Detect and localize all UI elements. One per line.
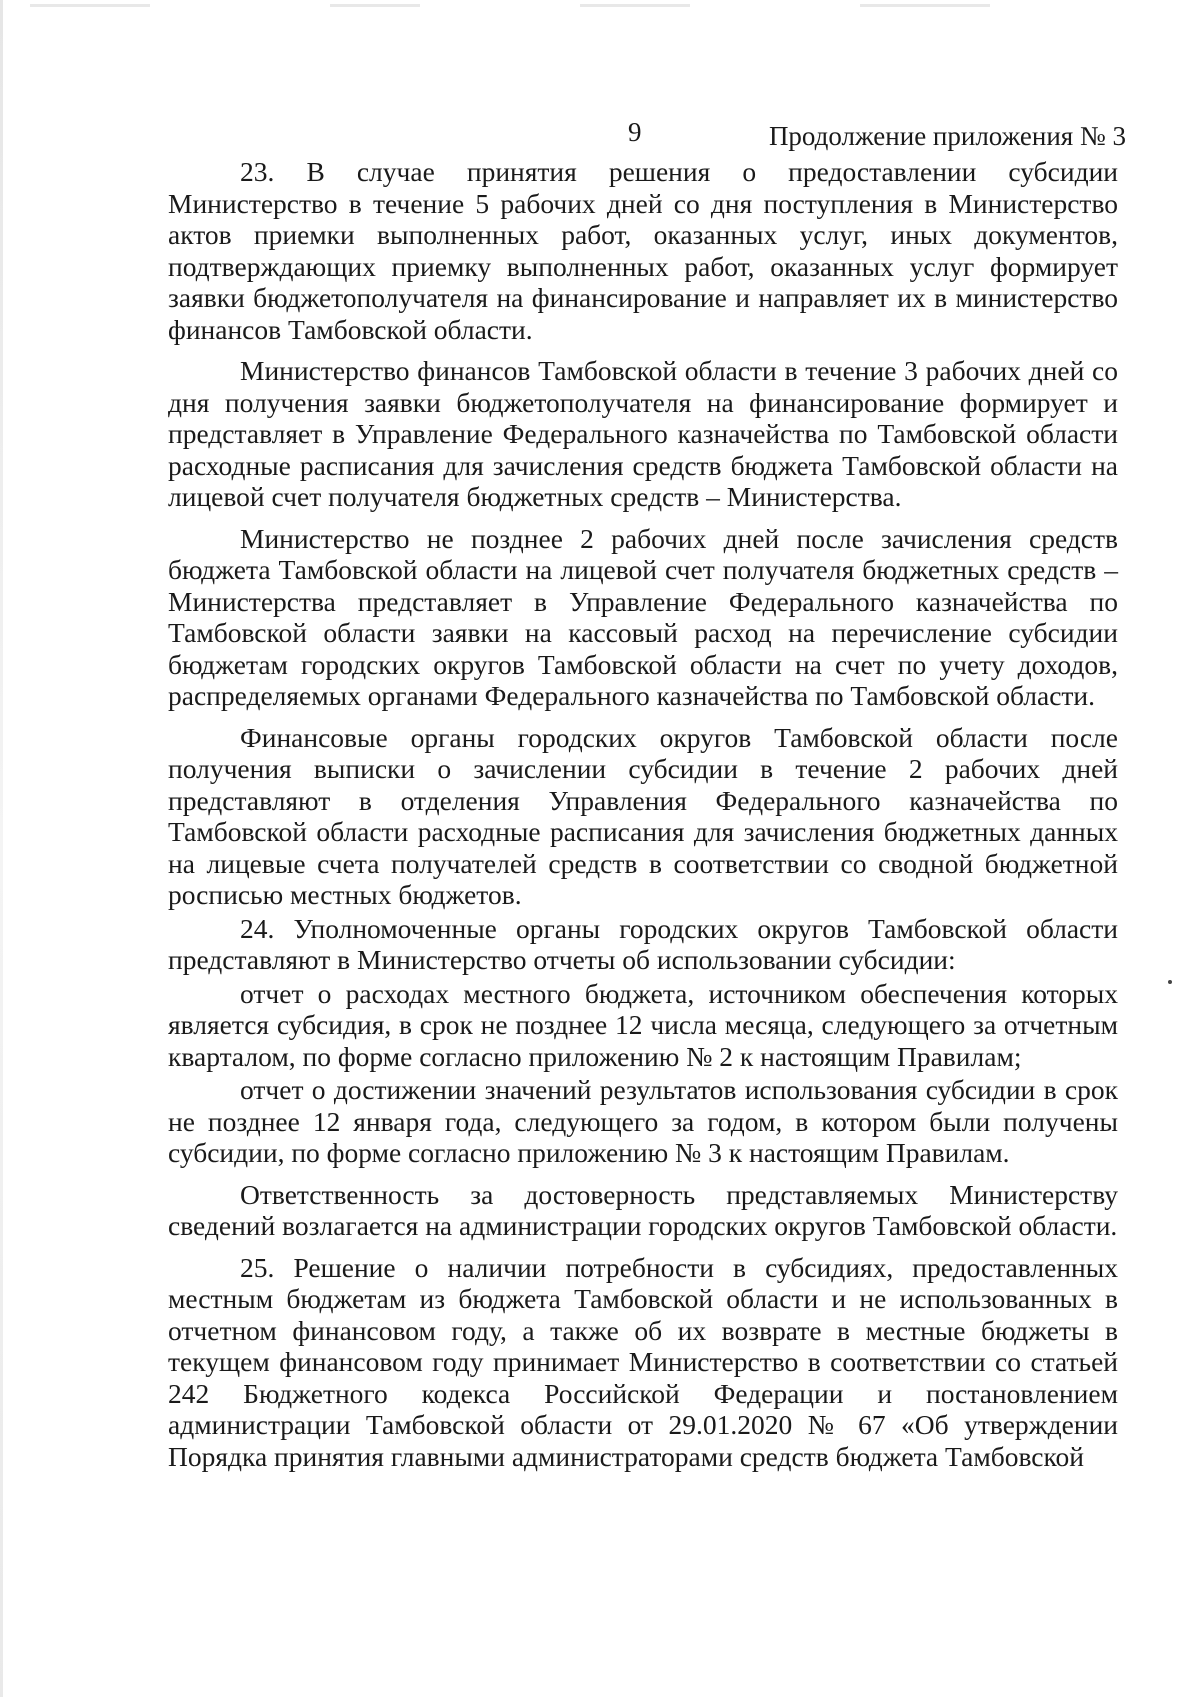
scan-artifact <box>580 4 690 7</box>
paragraph-results-report: отчет о достижении значений результатов использования субсидии в срок не позднее 12 января года, следующего за годом, в котором были получены субсидии, по форме согласно приложению № 3 к настоящим Правилам. <box>168 1074 1118 1168</box>
page-header <box>0 112 1200 152</box>
paragraph-25: 25. Решение о наличии потребности в субсидиях, предоставленных местным бюджетам из бюджета Тамбовской области и не использованных в отчетном финансовом году, а также об их возврате в местные бюджеты в текущем финансовом году принимает Министерство в соответствии со статьей 242 Бюджетного кодекса Российской Федерации и постановлением администрации Тамбовской области от 29.01.2020 № 67 «Об утверждении Порядка принятия главными администраторами средств бюджета Тамбовской <box>168 1251 1118 1472</box>
paragraph-23: 23. В случае принятия решения о предоставлении субсидии Министерство в течение 5 рабочих дней со дня поступления в Министерство актов приемки выполненных работ, оказанных услуг, иных документов, подтверждающих приемку выполненных работ, оказанных услуг формирует заявки бюджетополучателя на финансирование и направляет их в министерство финансов Тамбовской области. <box>168 156 1118 345</box>
paragraph-expense-report: отчет о расходах местного бюджета, источником обеспечения которых является субсидия, в срок не позднее 12 числа месяца, следующего за отчетным кварталом, по форме согласно приложению № 2 к настоящим Правилам; <box>168 977 1118 1072</box>
paragraph-finance-ministry: Министерство финансов Тамбовской области в течение 3 рабочих дней со дня получения заявки бюджетополучателя на финансирование формирует и представляет в Управление Федерального казначейства по Тамбовской области расходные расписания для зачисления средств бюджета Тамбовской области на лицевой счет получателя бюджетных средств – Министерства. <box>168 355 1118 512</box>
paragraph-responsibility: Ответственность за достоверность представляемых Министерству сведений возлагается на администрации городских округов Тамбовской области. <box>168 1178 1118 1241</box>
scan-dot <box>1168 980 1172 984</box>
paragraph-ministry-transfer: Министерство не позднее 2 рабочих дней после зачисления средств бюджета Тамбовской области на лицевой счет получателя бюджетных средств – Министерства представляет в Управление Федерального казначейства по Тамбовской области заявки на кассовый расход на перечисление субсидии бюджетам городских округов Тамбовской области на счет по учету доходов, распределяемых органами Федерального казначейства по Тамбовской области. <box>168 522 1118 711</box>
paragraph-financial-bodies: Финансовые органы городских округов Тамбовской области после получения выписки о зачислении субсидии в течение 2 рабочих дней представляют в отделения Управления Федерального казначейства по Тамбовской области расходные расписания для зачисления бюджетных данных на лицевые счета получателей средств в соответствии со сводной бюджетной росписью местных бюджетов. <box>168 721 1118 910</box>
document-body <box>168 156 1118 1482</box>
page-number: 9 <box>628 117 642 147</box>
scan-left-edge <box>0 0 3 1697</box>
scan-artifact <box>860 4 990 7</box>
scan-artifact <box>330 4 420 7</box>
appendix-continuation-label: Продолжение приложения № 3 <box>768 121 1126 151</box>
paragraph-24: 24. Уполномоченные органы городских округов Тамбовской области представляют в Министерство отчеты об использовании субсидии: <box>168 912 1118 975</box>
scan-artifact <box>30 4 150 7</box>
